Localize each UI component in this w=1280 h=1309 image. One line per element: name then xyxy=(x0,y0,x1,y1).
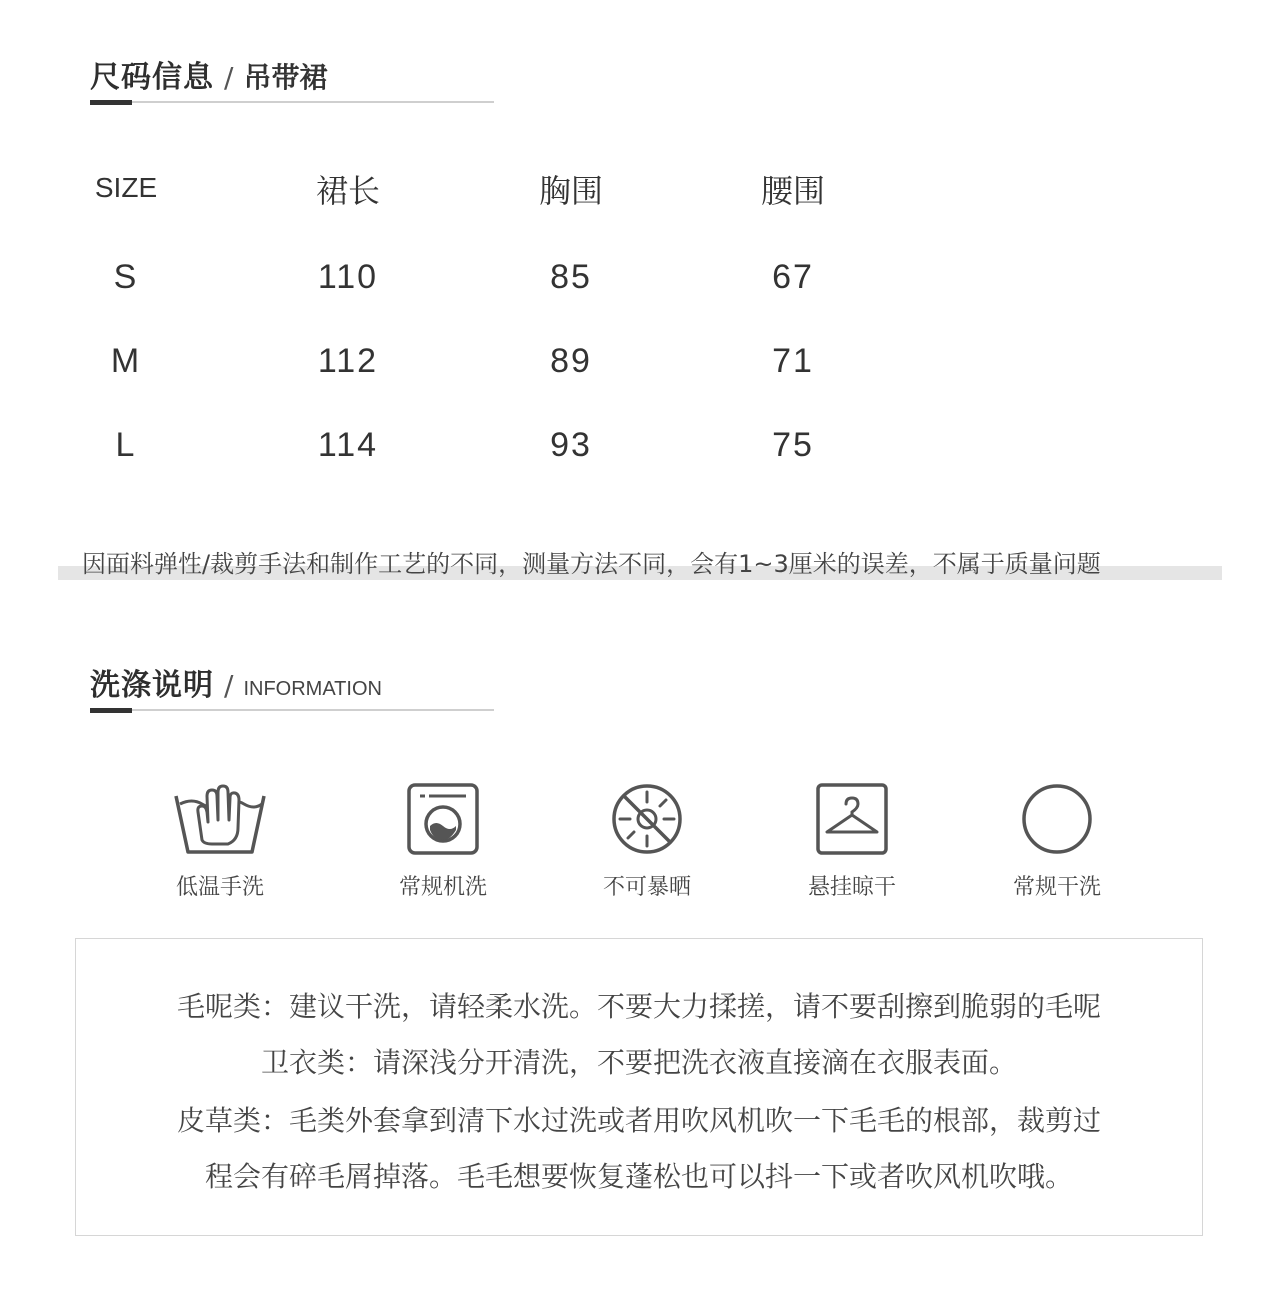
table-cell-size: L xyxy=(115,426,137,464)
header-slash: / xyxy=(224,61,234,94)
table-header-waist: 腰围 xyxy=(760,172,826,210)
header-accent-bar xyxy=(90,708,132,713)
care-item-dry-clean xyxy=(967,782,1147,901)
care-item-machine-wash xyxy=(353,782,533,901)
table-header-bust: 胸围 xyxy=(538,172,604,210)
care-label: 常规机洗 xyxy=(398,875,487,900)
table-cell-length: 112 xyxy=(317,342,379,380)
header-divider xyxy=(90,101,494,103)
table-header-size: SIZE xyxy=(94,172,158,203)
care-label: 悬挂晾干 xyxy=(807,875,896,900)
table-cell-size: S xyxy=(113,258,139,296)
table-header-length: 裙长 xyxy=(315,172,381,210)
size-info-header xyxy=(90,52,494,108)
no-sun-icon xyxy=(610,782,684,856)
header-accent-bar xyxy=(90,100,132,105)
care-item-hand-wash xyxy=(130,782,310,901)
washing-machine-icon xyxy=(406,782,480,856)
wash-info-title: 洗涤说明 xyxy=(90,668,214,703)
table-cell-bust: 89 xyxy=(550,342,592,380)
table-cell-bust: 93 xyxy=(550,426,592,464)
table-cell-waist: 71 xyxy=(772,342,814,380)
hand-wash-icon xyxy=(172,782,268,856)
care-label: 不可暴晒 xyxy=(602,875,691,900)
care-description-box xyxy=(75,938,1203,1236)
table-cell-size: M xyxy=(110,342,142,380)
care-label: 常规干洗 xyxy=(1012,875,1101,900)
care-item-no-sun xyxy=(557,782,737,901)
description-line: 皮草类：毛类外套拿到清下水过洗或者用吹风机吹一下毛毛的根部，裁剪过 xyxy=(176,1104,1101,1137)
table-cell-waist: 67 xyxy=(772,258,814,296)
care-item-hang-dry xyxy=(762,782,942,901)
header-slash: / xyxy=(224,669,234,702)
table-cell-bust: 85 xyxy=(550,258,592,296)
measurement-note: 因面料弹性/裁剪手法和制作工艺的不同，测量方法不同，会有1~3厘米的误差，不属于质量问题 xyxy=(82,550,1101,578)
hanger-icon xyxy=(815,782,889,856)
dry-clean-icon xyxy=(1020,782,1094,856)
header-divider xyxy=(90,709,494,711)
size-info-subtitle: 吊带裙 xyxy=(243,61,328,94)
table-cell-length: 114 xyxy=(317,426,379,464)
description-line: 卫衣类：请深浅分开清洗，不要把洗衣液直接滴在衣服表面。 xyxy=(260,1046,1017,1079)
size-info-title: 尺码信息 xyxy=(90,60,214,95)
table-cell-waist: 75 xyxy=(772,426,814,464)
wash-info-subtitle: INFORMATION xyxy=(243,678,382,700)
description-line: 程会有碎毛屑掉落。毛毛想要恢复蓬松也可以抖一下或者吹风机吹哦。 xyxy=(204,1160,1073,1193)
table-cell-length: 110 xyxy=(317,258,379,296)
description-line: 毛呢类：建议干洗，请轻柔水洗。不要大力揉搓，请不要刮擦到脆弱的毛呢 xyxy=(176,990,1101,1023)
wash-info-header xyxy=(90,660,494,716)
care-label: 低温手洗 xyxy=(175,875,264,900)
